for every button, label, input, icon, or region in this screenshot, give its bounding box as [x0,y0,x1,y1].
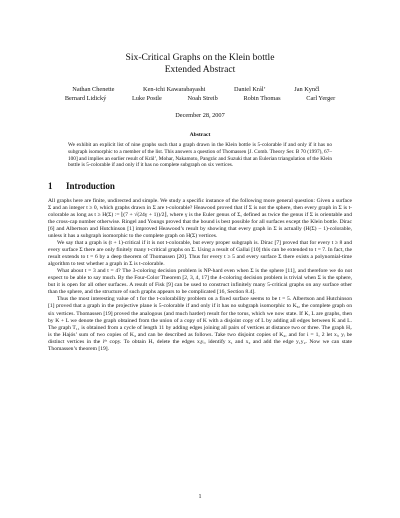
paragraph: Thus the most interesting value of t for the t-colorability problem on a fixed surface seems to be t = 5. Albertson and Hutchinson [1] proved that a graph in the projective plane is 5-colorable if and only if it has no subgraph isomorphic to K₆, the complete graph on six vertices. Thomassen [19] proved the analogous (and much harder) result for the torus, which we now state. If K, L are graphs, then by K + L we denote the graph obtained from the union of a copy of K with a disjoint copy of L by adding all edges between K and L. The graph T₁₁ is obtained from a cycle of length 11 by adding edges joining all pairs of vertices at distance two or three. The graph H₇ is the Hajós’ sum of two copies of K₄ and can be described as follows. Take two disjoint copies of K₄, and for i = 1, 2 let xᵢ, yᵢ be distinct vertices in the iᵗʰ copy. To obtain H₇ delete the edges xᵢyᵢ, identify x₁ and x₂ and add the edge y₁y₂. Now we can state Thomassen’s theorem [19]. [48,296,352,352]
author-list [48,86,352,103]
author-row-2 [48,95,352,104]
paragraph: All graphs here are finite, undirected and simple. We study a specific instance of the following more general question: Given a surface Σ and an integer t ≥ 0, which graphs drawn in Σ are t-colorable? Heawood proved that if Σ is not the sphere, then every graph in Σ is t-colorable as long as t ≥ H(Σ) := ⌊(7 + √(24γ + 1))/2⌋, where γ is the Euler genus of Σ, defined as twice the genus if Σ is orientable and the cross-cap number otherwise. Ringel and Youngs proved that the bound is best possible for all surfaces except the Klein bottle. Dirac [6] and Albertson and Hutchinson [1] improved Heawood’s result by showing that every graph in Σ is actually (H(Σ) − 1)-colorable, unless it has a subgraph isomorphic to the complete graph on H(Σ) vertices. [48,197,352,239]
author: Jan Kynčl [294,86,320,94]
author: Luke Postle [131,94,162,102]
author: Nathan Chenette [72,86,115,94]
paper-title [48,52,352,75]
title-line-1: Six-Critical Graphs on the Klein bottle [125,52,275,63]
abstract-text: We exhibit an explicit list of nine graphs such that a graph drawn in the Klein bottle is 5-colorable if and only if it has no subgraph isomorphic to a member of the list. This answers a question of Thomassen [J. Comb. Theory Ser. B 70 (1997), 67–100] and implies an earlier result of Král’, Mohar, Nakamoto, Pangrác and Suzuki that an Eulerian triangulation of the Klein bottle is 5-colorable if and only if it has no complete subgraph on six vertices. [68,142,332,169]
author: Bernard Lidický [64,94,107,102]
paragraph: What about t = 3 and t = 4? The 3-coloring decision problem is NP-hard even when Σ is the sphere [11], and therefore we do not expect to be able to say much. By the Four-Color Theorem [2, 3, 4, 17] the 4-coloring decision problem is trivial when Σ is the sphere, but it is open for all other surfaces. A result of Fisk [9] can be used to construct infinitely many 5-critical graphs on any surface other than the sphere, and the structure of such graphs appears to be complicated [16, Section 8.4]. [48,268,352,296]
section-heading [48,181,352,191]
author: Daniel Král’ [234,86,266,94]
section-title: Introduction [66,180,115,191]
author: Carl Yerger [306,94,336,102]
page-number: 1 [198,494,202,500]
abstract-heading: Abstract [189,132,211,139]
title-line-2: Extended Abstract [164,63,236,75]
author: Noah Streib [187,94,218,102]
author: Robin Thomas [243,94,281,102]
author: Ken-ichi Kawarabayashi [143,86,206,94]
author-row-1 [48,86,352,95]
paper-date: December 28, 2007 [175,112,225,120]
section-number: 1 [48,180,53,191]
paragraph: We say that a graph is (t + 1)-critical if it is not t-colorable, but every proper subgraph is. Dirac [7] proved that for every t ≥ 8 and every surface Σ there are only finitely many t-critical graphs on Σ. Using a result of Gallai [10] this can be extended to t = 7. In fact, the result extends to t = 6 by a deep theorem of Thomassen [20]. Thus for every t ≥ 5 and every surface Σ there exists a polynomial-time algorithm to test whether a graph in Σ is t-colorable. [48,240,352,268]
